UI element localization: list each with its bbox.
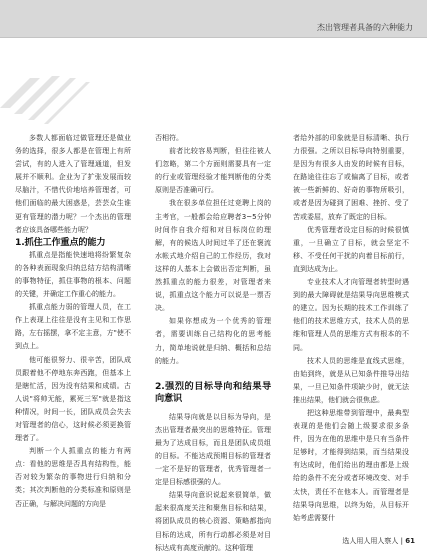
paragraph: 者给外部的印象就是目标清晰、执行力很强。之所以目标导向特别重要，是因为有很多人由发的时候有目标，在路途往往忘了或偏离了目标，或者被一些新鲜的、好奇的事物所吸引，或者是因为碰到了困难、挫折、受了苦或委屈，放弃了既定的目标。 — [293, 134, 409, 221]
paragraph: 专业技术人才向管理者转型时遇到的最大障碍就是结果导向思维模式的建立。因为长期的技术工作训练了他们的技术思维方式，技术人员的思维和管理人员的思维方式有根本的不同。 — [293, 278, 409, 352]
paragraph: 他可能很努力、很辛苦，团队成员跟着他不停地东奔西跑，但基本上是瞎忙活，因为没有结果和成绩。古人说"将帅无能，累死三军"就是指这种情况，时间一长，团队成员会失去对管理者的信心，这时候必须更换管理者了。 — [15, 355, 131, 443]
paragraph: 我在很多单位担任过竞聘上岗的主考官，一般都会给应聘者3~5分钟时间作自我介绍和对目标岗位的理解，有的候选人时间过半了还在褒流水帐式地介绍自己的工作经历，我对这样的人基本上会做出否定判断，虽然抓重点的能力很差，对管理者来说，抓重点这个能力可以说是一票否决。 — [155, 199, 271, 313]
article-column-1 — [15, 132, 131, 511]
paragraph: 抓重点是指能快速地将纷繁复杂的各种表面现象归纳总结方结构清晰的事物特征，抓住事物的根本、问题的关键，并确定工作重心的能力。 — [15, 250, 131, 299]
page-header-bar — [0, 0, 427, 38]
article-column-3 — [293, 132, 409, 525]
section-heading-2: 2.强烈的目标导向和结果导向意识 — [155, 380, 271, 404]
paragraph: 多数人都面临过做管理还是做业务的选择，很多人都是在管理上有所尝试，有的人进入了管理通道，但发展并不顺利。企业为了扩张发展而较尽脑汁，不惜代价地培养管理者，可他们面临的最大困惑是，芸芸众生谁更有管理的潜力呢？一个杰出的管理者应该具备哪些能力呢？ — [15, 134, 131, 234]
paragraph: 优秀管理者设定目标的时候很慎重，一旦确立了目标，就会坚定不移、不受任何干扰的向着目标前行，直到达成为止。 — [293, 225, 409, 273]
footer-separator: | — [400, 537, 406, 545]
paragraph: 结果导向就是以目标为导向，是杰出管理者最突出的思维特征。管理最为了达成目标，而且是团队成员组的目标。不能达成预期目标的管理者一定不是好的管理者，优秀管理者一定是目标感很强的人。 — [155, 412, 271, 487]
paragraph: 否相符。 — [155, 134, 183, 142]
paragraph: 技术人员的思维是直线式思维，由始到终，就是从已知条件推导出结果，一旦已知条件项缺少时，就无法推出结果，他们就会很焦虑。 — [293, 356, 409, 404]
paragraph: 结果导向意识说起来很简单，做起来很高度关注和聚焦目标和结果，将团队成员的核心资源、策略都指向目标的达成，所有行动都必须是对目标达成有高度贡献的。这种管理 — [155, 491, 271, 552]
article-column-2 — [155, 132, 271, 555]
section-heading-1: 1.抓住工作重点的能力 — [15, 236, 106, 248]
paragraph: 判断一个人抓重点的能力有两点：看他的思维是否具有结构性，能否对较为繁杂的事物进行归纳和分类；其次判断他的分类标准和原则是否正确，与解决问题的方向是 — [15, 447, 131, 508]
paragraph: 前者比较容易判断，但往往被人们忽略，第二个方面则需要具有一定的行业或管理经验才能判断他的分类原则是否准确可行。 — [155, 147, 271, 195]
paragraph: 把这种思维带到管理中，最典型表现的是他们会随上级要求很多条件，因为在他的思维中是只有当条件足够时，才能得到结果，而当结果没有达成时，他们给出的理由都是上级给的条件不充分或者环境改变、对手太快，责任不在他本人。而管理者是结果导向思维，以终为始，从目标开始考虑需要什 — [293, 408, 409, 522]
paragraph: 如果你想成为一个优秀的管理者，需要训练自己结构化的思考能力，简单地说就是归纳、概括和总结的能力。 — [155, 317, 271, 365]
page-header-title: 杰出管理者具备的六种能力 — [317, 23, 413, 32]
decorative-stripes — [0, 70, 95, 130]
page-number: 61 — [405, 537, 415, 545]
paragraph: 抓重点能力弱的管理人员，在工作上表现上往往是没有主见和工作思路，左右摇摆，拿不定主意，方"使不到点上。 — [15, 303, 131, 351]
page-footer — [342, 536, 415, 546]
magazine-name: 选人用人用人察人 — [342, 537, 399, 545]
